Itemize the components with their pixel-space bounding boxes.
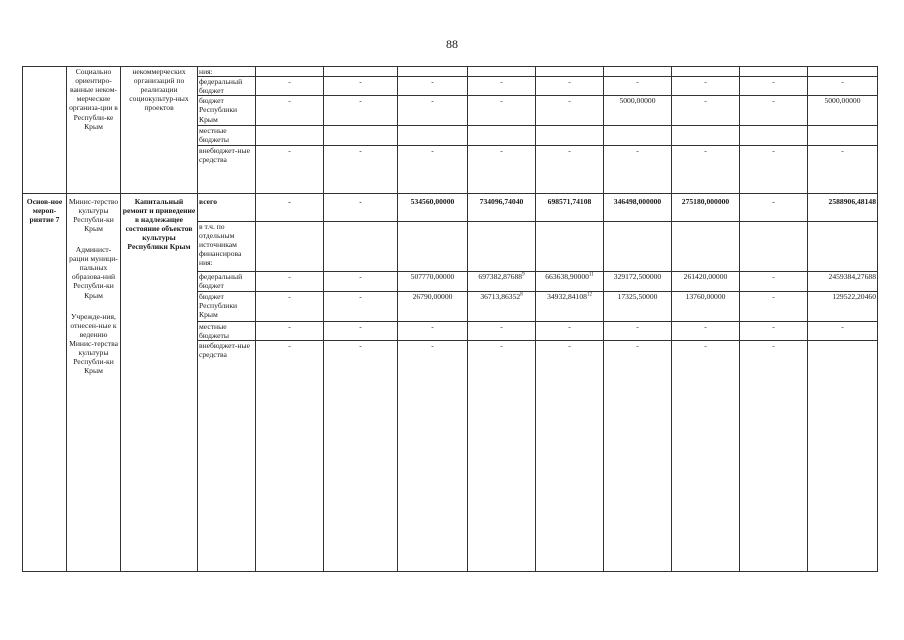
value-cell xyxy=(604,67,672,77)
value-text: 36713,86352 xyxy=(480,291,521,301)
source-cell: местные бюджеты xyxy=(198,321,256,340)
value-cell: - xyxy=(256,145,324,193)
value-cell: - xyxy=(324,77,398,96)
value-cell: 13760,00000 xyxy=(672,291,740,321)
value-cell: - xyxy=(672,96,740,126)
table-row xyxy=(23,193,878,221)
value-cell xyxy=(808,340,878,571)
value-cell: - xyxy=(324,193,398,221)
value-cell xyxy=(256,126,324,145)
value-cell: - xyxy=(468,77,536,96)
value-cell: - xyxy=(324,271,398,291)
source-cell: внебюджет-ные средства xyxy=(198,145,256,193)
table-row xyxy=(23,67,878,77)
value-text: 697382,87688 xyxy=(478,271,523,281)
value-cell xyxy=(256,67,324,77)
value-cell: - xyxy=(256,340,324,571)
value-cell xyxy=(324,126,398,145)
value-cell xyxy=(604,221,672,271)
value-cell xyxy=(808,67,878,77)
value-cell: - xyxy=(256,271,324,291)
value-cell: - xyxy=(740,271,808,291)
source-cell: местные бюджеты xyxy=(198,126,256,145)
value-cell: - xyxy=(256,193,324,221)
value-cell: - xyxy=(256,321,324,340)
value-cell xyxy=(468,126,536,145)
value-cell: - xyxy=(672,77,740,96)
value-cell: - xyxy=(672,145,740,193)
source-cell: ния: xyxy=(198,67,256,77)
value-cell xyxy=(740,67,808,77)
value-cell xyxy=(324,221,398,271)
value-cell: - xyxy=(604,77,672,96)
value-cell: - xyxy=(324,145,398,193)
value-cell: - xyxy=(740,193,808,221)
value-cell: - xyxy=(324,96,398,126)
value-cell: 507770,00000 xyxy=(398,271,468,291)
value-cell: 26790,00000 xyxy=(398,291,468,321)
value-cell: - xyxy=(672,340,740,571)
value-cell xyxy=(672,67,740,77)
value-cell: - xyxy=(398,145,468,193)
value-cell: - xyxy=(536,145,604,193)
value-cell xyxy=(672,221,740,271)
value-cell: 275180,000000 xyxy=(672,193,740,221)
value-cell xyxy=(808,221,878,271)
value-cell: - xyxy=(740,291,808,321)
value-cell: - xyxy=(808,77,878,96)
value-cell xyxy=(740,221,808,271)
value-cell xyxy=(398,126,468,145)
value-cell xyxy=(604,126,672,145)
value-cell: - xyxy=(324,291,398,321)
value-cell: - xyxy=(468,96,536,126)
value-text: 663638,90000 xyxy=(545,271,589,281)
value-cell: - xyxy=(398,96,468,126)
footnote-mark: 12 xyxy=(586,292,592,298)
value-cell: - xyxy=(468,340,536,571)
value-cell: - xyxy=(398,77,468,96)
value-cell xyxy=(256,221,324,271)
value-cell: - xyxy=(256,291,324,321)
value-cell: - xyxy=(604,321,672,340)
value-cell: 698571,74108 xyxy=(536,193,604,221)
value-cell: 261420,00000 xyxy=(672,271,740,291)
block1-event-cell: некоммерческих организаций по реализации социокультур-ных проектов xyxy=(121,67,198,194)
value-cell: 5000,00000 xyxy=(604,96,672,126)
value-cell: - xyxy=(740,340,808,571)
value-cell: 5000,00000 xyxy=(808,96,878,126)
value-cell: - xyxy=(740,145,808,193)
footnote-mark: 9 xyxy=(522,272,525,278)
value-cell: - xyxy=(536,96,604,126)
value-cell: 329172,500000 xyxy=(604,271,672,291)
value-cell: - xyxy=(604,340,672,571)
value-cell: - xyxy=(398,321,468,340)
executor-institutions: Учрежде-ния, отнесен-ные к ведению Минис-терства культуры Республи-ки Крым xyxy=(69,311,118,376)
value-cell: - xyxy=(324,321,398,340)
value-cell xyxy=(398,67,468,77)
value-cell: - xyxy=(536,77,604,96)
value-cell: 534560,00000 xyxy=(398,193,468,221)
executor-administrations: Админист-рации муници-пальных образова-ний Республи-ки Крым xyxy=(69,244,118,300)
value-cell xyxy=(672,126,740,145)
block2-executor-cell xyxy=(67,193,121,571)
value-cell: - xyxy=(324,340,398,571)
source-cell: в т.ч. по отдельным источникам финансирова ния: xyxy=(198,221,256,271)
value-cell: 17325,50000 xyxy=(604,291,672,321)
value-cell: - xyxy=(740,96,808,126)
value-cell: - xyxy=(672,321,740,340)
source-cell: внебюджет-ные средства xyxy=(198,340,256,571)
page-number: 88 xyxy=(446,37,458,51)
value-cell: - xyxy=(536,321,604,340)
value-cell xyxy=(468,291,536,321)
value-cell xyxy=(398,221,468,271)
value-cell xyxy=(536,126,604,145)
footnote-mark: 11 xyxy=(588,272,594,278)
budget-table xyxy=(22,66,878,572)
value-cell xyxy=(536,67,604,77)
value-cell xyxy=(468,67,536,77)
block1-executor-cell: Социально ориентиро-ванные неком-мерческие организа-ции в Республи-ке Крым xyxy=(67,67,121,194)
value-cell: - xyxy=(740,77,808,96)
value-cell xyxy=(536,221,604,271)
block2-label-cell: Основ-ное мероп-риятие 7 xyxy=(23,193,67,571)
executor-ministry: Минис-терство культуры Республи-ки Крым xyxy=(68,196,119,233)
value-cell: - xyxy=(256,77,324,96)
source-cell: федеральный бюджет xyxy=(198,77,256,96)
source-cell: всего xyxy=(198,193,256,221)
value-cell xyxy=(808,126,878,145)
value-cell xyxy=(324,67,398,77)
footnote-mark: 8 xyxy=(520,292,523,298)
value-cell: - xyxy=(398,340,468,571)
source-cell: бюджет Республики Крым xyxy=(198,291,256,321)
value-cell: - xyxy=(808,145,878,193)
source-cell: федеральный бюджет xyxy=(198,271,256,291)
value-cell: - xyxy=(468,145,536,193)
value-cell xyxy=(536,271,604,291)
value-cell xyxy=(468,271,536,291)
value-cell xyxy=(740,126,808,145)
value-cell: - xyxy=(604,145,672,193)
source-cell: бюджет Республики Крым xyxy=(198,96,256,126)
value-text: 34932,84108 xyxy=(547,291,587,301)
value-cell: - xyxy=(256,96,324,126)
block1-label-cell xyxy=(23,67,67,194)
value-cell: 2459384,27688 xyxy=(808,271,878,291)
block2-event-cell: Капитальный ремонт и приведение в надлежащее состояние объектов культуры Республики Крым xyxy=(121,193,198,571)
value-cell: 2588906,48148 xyxy=(808,193,878,221)
value-cell: 129522,20460 xyxy=(808,291,878,321)
value-cell: - xyxy=(536,340,604,571)
value-cell: - xyxy=(808,321,878,340)
value-cell: 346498,000000 xyxy=(604,193,672,221)
value-cell: - xyxy=(740,321,808,340)
value-cell xyxy=(468,221,536,271)
value-cell: - xyxy=(468,321,536,340)
value-cell xyxy=(536,291,604,321)
value-cell: 734096,74040 xyxy=(468,193,536,221)
